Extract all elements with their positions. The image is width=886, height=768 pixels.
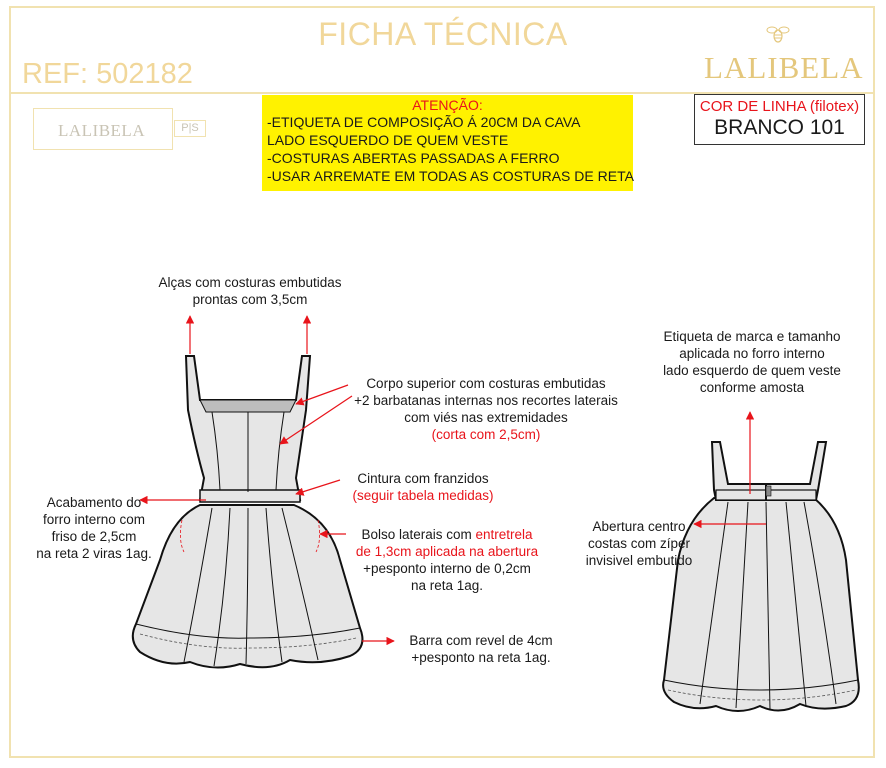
- note-waist-line: Cintura com franzidos: [357, 471, 489, 486]
- note-bodice: [336, 375, 636, 443]
- note-pockets-line: Bolso laterais com: [361, 527, 472, 542]
- attention-line: -COSTURAS ABERTAS PASSADAS A FERRO: [267, 150, 560, 166]
- label-brand-text: LALIBELA: [58, 121, 146, 140]
- note-pockets: [334, 526, 560, 594]
- note-hem: [386, 632, 576, 666]
- note-straps-line: Alças com costuras embutidas: [158, 275, 342, 290]
- note-brand-label-line: conforme amosta: [699, 380, 805, 395]
- note-pockets-red: entretrela: [475, 527, 533, 542]
- reference-code: REF: 502182: [22, 58, 193, 90]
- note-hem-line: +pesponto na reta 1ag.: [411, 650, 551, 665]
- note-lining-line: na reta 2 viras 1ag.: [36, 546, 152, 561]
- note-hem-line: Barra com revel de 4cm: [409, 633, 553, 648]
- note-brand-label: [634, 328, 870, 396]
- note-bodice-line: Corpo superior com costuras embutidas: [366, 376, 606, 391]
- note-lining-line: friso de 2,5cm: [51, 529, 137, 544]
- note-bodice-red: (corta com 2,5cm): [431, 427, 541, 442]
- note-pockets-red: de 1,3cm aplicada na abertura: [355, 544, 539, 559]
- note-brand-label-line: lado esquerdo de quem veste: [663, 363, 841, 378]
- note-zipper-line: costas com zíper: [587, 536, 691, 551]
- thread-color-label: COR DE LINHA (filotex): [699, 98, 860, 115]
- note-lining-line: Acabamento do: [46, 495, 142, 510]
- note-lining-line: forro interno com: [42, 512, 146, 527]
- label-size-tag: P|S: [174, 120, 206, 137]
- brand-logo: LALIBELA: [704, 50, 864, 85]
- note-waist-red: (seguir tabela medidas): [352, 488, 494, 503]
- note-zipper: [578, 518, 700, 569]
- note-pockets-line: na reta 1ag.: [410, 578, 484, 593]
- note-straps-line: prontas com 3,5cm: [192, 292, 308, 307]
- note-brand-label-line: Etiqueta de marca e tamanho: [663, 329, 841, 344]
- thread-color-value: BRANCO 101: [714, 116, 845, 139]
- note-lining: [14, 494, 174, 562]
- note-pockets-line: +pesponto interno de 0,2cm: [363, 561, 531, 576]
- back-dress-drawing: [663, 442, 859, 711]
- attention-line: -USAR ARREMATE EM TODAS AS COSTURAS DE RETA: [267, 168, 634, 184]
- note-waist: [336, 470, 510, 504]
- note-brand-label-line: aplicada no forro interno: [679, 346, 825, 361]
- attention-heading: ATENÇÃO:: [412, 97, 483, 113]
- note-bodice-line: com viés nas extremidades: [404, 410, 568, 425]
- attention-line: -ETIQUETA DE COMPOSIÇÃO Á 20CM DA CAVA: [267, 114, 581, 130]
- sheet-title: FICHA TÉCNICA: [318, 16, 568, 52]
- note-zipper-line: invisivel embutido: [585, 553, 693, 568]
- note-bodice-line: +2 barbatanas internas nos recortes laterais: [354, 393, 618, 408]
- note-straps: [140, 274, 360, 308]
- attention-line: LADO ESQUERDO DE QUEM VESTE: [267, 132, 509, 148]
- note-zipper-line: Abertura centro: [592, 519, 686, 534]
